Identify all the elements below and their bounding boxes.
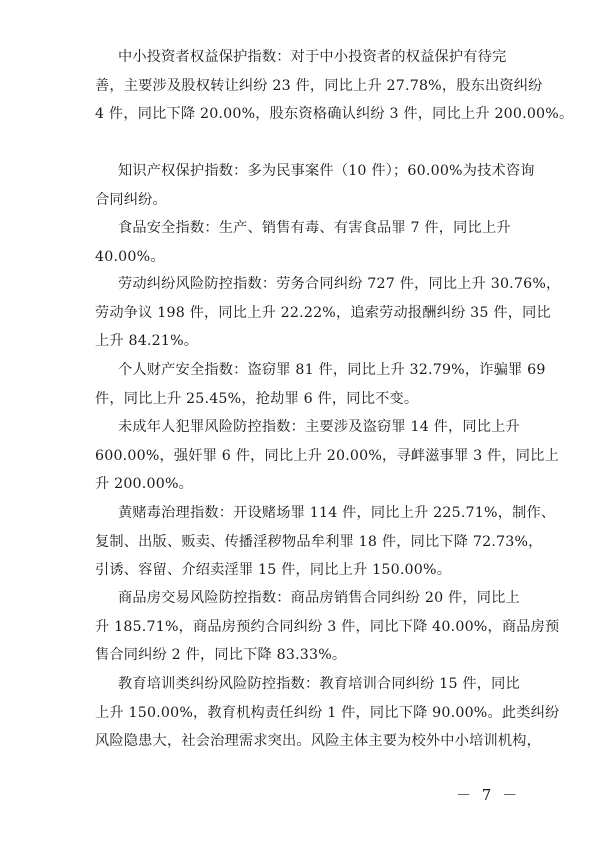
text-line: 劳动纠纷风险防控指数：劳务合同纠纷 727 件，同比上升 30.76%， — [118, 276, 561, 292]
text-line: 知识产权保护指数：多为民事案件（10 件）；60.00%为技术咨询 — [118, 163, 535, 179]
paragraph-personal-property — [95, 356, 546, 413]
text-line: 引诱、容留、介绍卖淫罪 15 件，同比上升 150.00%。 — [95, 562, 452, 578]
text-line: 善，主要涉及股权转让纠纷 23 件，同比上升 27.78%，股东出资纠纷 — [95, 77, 543, 94]
paragraph-sme-investor-protection — [95, 43, 574, 129]
text-line: 黄赌毒治理指数：开设赌场罪 114 件，同比上升 225.71%，制作、 — [118, 505, 556, 521]
text-line: 个人财产安全指数：盗窃罪 81 件，同比上升 32.79%，诈骗罪 69 — [118, 362, 546, 378]
paragraph-labor-dispute — [95, 270, 561, 356]
text-line: 40.00%。 — [95, 248, 165, 265]
text-line: 4 件，同比下降 20.00%，股东资格确认纠纷 3 件，同比上升 200.00%。 — [95, 106, 574, 122]
paragraph-vice-control — [95, 499, 556, 585]
text-line: 复制、出版、贩卖、传播淫秽物品牟利罪 18 件，同比下降 72.73%， — [95, 533, 543, 550]
text-line: 上升 84.21%。 — [95, 333, 199, 349]
text-line: 风险隐患大，社会治理需求突出。风险主体主要为校外中小培训机构， — [95, 733, 542, 749]
text-line: 件，同比上升 25.45%，抢劫罪 6 件，同比不变。 — [95, 390, 419, 407]
text-line: 商品房交易风险防控指数：商品房销售合同纠纷 20 件，同比上 — [118, 590, 520, 606]
paragraph-food-safety — [95, 214, 518, 271]
text-line: 教育培训类纠纷风险防控指数：教育培训合同纠纷 15 件，同比 — [118, 676, 520, 692]
text-line: 售合同纠纷 2 件，同比下降 83.33%。 — [95, 647, 347, 663]
text-line: 劳动争议 198 件，同比上升 22.22%，追索劳动报酬纠纷 35 件，同比 — [95, 304, 551, 321]
paragraph-commercial-housing — [95, 584, 560, 670]
text-line: 食品安全指数：生产、销售有毒、有害食品罪 7 件，同比上升 — [118, 220, 511, 236]
paragraph-ip-protection — [95, 157, 535, 214]
text-line: 升 185.71%，商品房预约合同纠纷 3 件，同比下降 40.00%，商品房预 — [95, 618, 560, 635]
text-line: 合同纠纷。 — [95, 191, 167, 208]
text-line: 升 200.00%。 — [95, 476, 194, 492]
text-line: 中小投资者权益保护指数：对于中小投资者的权益保护有待完 — [118, 49, 507, 65]
page-number: － 7 － — [456, 786, 521, 804]
text-line: 未成年人犯罪风险防控指数：主要涉及盗窃罪 14 件，同比上升 — [118, 419, 520, 435]
text-line: 600.00%，强奸罪 6 件，同比上升 20.00%，寻衅滋事罪 3 件，同比上 — [95, 447, 559, 464]
paragraph-juvenile-crime — [95, 413, 559, 499]
text-line: 上升 150.00%，教育机构责任纠纷 1 件，同比下降 90.00%。此类纠纷 — [95, 704, 560, 721]
paragraph-education-training — [95, 670, 560, 756]
